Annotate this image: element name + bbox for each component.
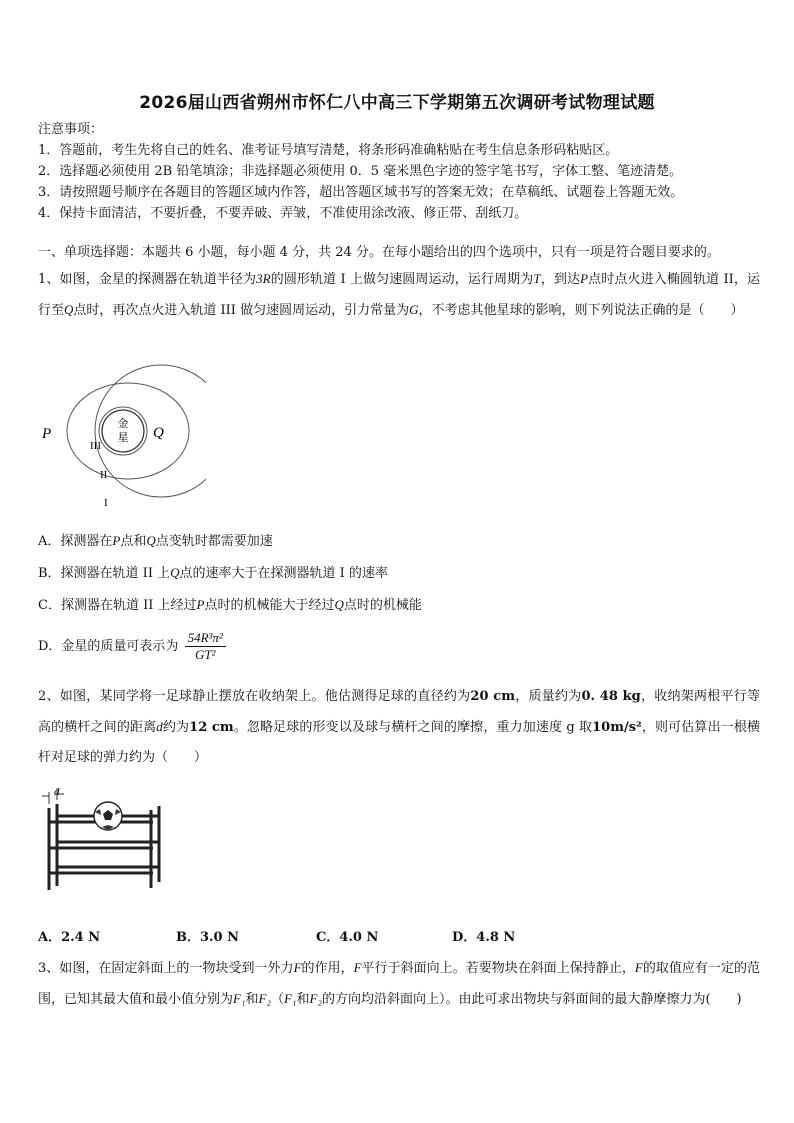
orbit-diagram [36, 360, 206, 510]
question-2-stem [38, 682, 760, 773]
fraction-denominator: GT² [194, 647, 216, 662]
fraction-numerator: 54R³π² [185, 630, 226, 647]
q3-text: 和 [245, 992, 259, 1007]
notice-block [38, 119, 758, 224]
option-text: 点的速率大于在探测器轨道 I 的速率 [179, 566, 388, 581]
option-var: Q [146, 533, 156, 548]
q3-text: 和 [296, 992, 310, 1007]
q3-text: 的作用， [301, 961, 354, 976]
q2-text: 2、如图，某同学将一足球静止摆放在收纳架上。他估测得足球的直径约为 [38, 689, 471, 704]
q3-text: 的方向均沿斜面向上）。由此可求出物块与斜面间的最大静摩擦力为( ) [321, 992, 742, 1007]
option-text: D．金星的质量可表示为 [38, 639, 179, 654]
q2-value: 12 cm [189, 720, 234, 735]
q1-option-d [38, 630, 226, 663]
q1-var: P [580, 271, 589, 286]
option-text: A．探测器在 [38, 534, 113, 549]
q2-text: ，质量约为 [514, 689, 582, 704]
q3-text: 的取值应有一定的范围，已知其最大值和最小值分别为 [38, 961, 760, 1007]
option-text: 点时的机械能 [343, 598, 422, 613]
q1-text: 点时，再次点火进入轨道 III 做匀速圆周运动，引力常量为 [73, 303, 410, 318]
q1-text: 的圆形轨道 I 上做匀速圆周运动，运行周期为 [270, 272, 534, 287]
option-var: P [112, 533, 121, 548]
q2-text: 。忽略足球的形变以及球与横杆之间的摩擦，重力加速度 g 取 [233, 720, 593, 735]
q2-option-d: D．4.8 N [452, 930, 516, 945]
label-orbit-i: I [104, 497, 108, 509]
q3-var: F [293, 960, 302, 975]
notice-heading: 注意事项： [38, 122, 104, 137]
q1-var: Q [64, 302, 74, 317]
option-var: Q [334, 597, 344, 612]
q1-option-c [38, 594, 422, 613]
q1-var: 3R [256, 271, 271, 286]
q2-text: ，则可估算出一根横杆对足球的弹力约为（ ） [38, 720, 760, 765]
notice-item: 2．选择题必须使用 2B 铅笔填涂；非选择题必须使用 0．5 毫米黑色字迹的签字笔书写，字体工整、笔迹清楚。 [38, 164, 683, 179]
q3-var: F₂ [309, 991, 322, 1006]
q3-var: F₂ [258, 991, 271, 1006]
q3-text: 平行于斜面向上。若要物块在斜面上保持静止， [361, 961, 635, 976]
q1-option-b [38, 562, 388, 581]
q1-option-a [38, 530, 273, 549]
q2-value: 20 cm [470, 689, 515, 704]
label-orbit-iii: III [90, 440, 101, 452]
option-text: B．探测器在轨道 II 上 [38, 566, 171, 581]
q3-text: （ [270, 992, 284, 1007]
planet-label: 星 [117, 431, 129, 444]
label-d: d [54, 786, 60, 798]
q1-var: G [409, 302, 419, 317]
q2-text: ，收纳架两根平行等高的横杆之间的距离 [38, 689, 760, 735]
q1-text: ，不考虑其他星球的影响，则下列说法正确的是（ ） [418, 303, 744, 318]
q1-text: 1、如图，金星的探测器在轨道半径为 [38, 272, 257, 287]
q1-text: 点时点火进入椭圆轨道 II，运行至 [38, 272, 760, 318]
q2-var: d [156, 719, 163, 734]
question-1-stem [38, 264, 760, 326]
mass-fraction [185, 630, 226, 663]
q2-option-c: C．4.0 N [316, 930, 379, 945]
q3-var: F [634, 960, 643, 975]
q3-var: F [353, 960, 362, 975]
q3-var: F₁ [233, 991, 246, 1006]
notice-item: 4．保持卡面清洁，不要折叠，不要弄破、弄皱，不准使用涂改液、修正带、刮纸刀。 [38, 206, 528, 221]
label-p: P [42, 426, 52, 442]
option-text: 点和 [120, 534, 147, 549]
option-text: C．探测器在轨道 II 上经过 [38, 598, 197, 613]
label-q: Q [153, 425, 164, 441]
q1-text: ，到达 [540, 272, 581, 287]
page-title: 2026届山西省朔州市怀仁八中高三下学期第五次调研考试物理试题 [139, 93, 655, 113]
option-var: Q [170, 565, 180, 580]
q3-var: F₁ [283, 991, 297, 1006]
option-text: 点变轨时都需要加速 [155, 534, 273, 549]
label-orbit-ii: II [100, 469, 108, 481]
question-3-stem [38, 953, 760, 1015]
q2-option-a: A．2.4 N [38, 930, 101, 945]
option-var: P [196, 597, 205, 612]
shoe-rack-diagram [38, 782, 168, 892]
q1-var: T [533, 271, 541, 286]
notice-item: 3．请按照题号顺序在各题目的答题区域内作答，超出答题区域书写的答案无效；在草稿纸、试题卷上答题无效。 [38, 185, 684, 200]
soccer-ball-icon [94, 802, 122, 830]
notice-item: 1．答题前，考生先将自己的姓名、准考证号填写清楚，将条形码准确粘贴在考生信息条形码粘贴区。 [38, 143, 619, 158]
q2-value: 0. 48 kg [581, 689, 641, 704]
q2-text: 约为 [162, 720, 190, 735]
q3-text: 3、如图，在固定斜面上的一物块受到一外力 [38, 961, 294, 976]
q2-value: 10m/s² [592, 720, 642, 735]
planet-label: 金 [117, 417, 129, 430]
q2-option-b: B．3.0 N [176, 930, 240, 945]
option-text: 点时的机械能大于经过 [204, 598, 335, 613]
section-heading: 一、单项选择题：本题共 6 小题，每小题 4 分，共 24 分。在每小题给出的四个选项中，只有一项是符合题目要求的。 [38, 245, 720, 260]
